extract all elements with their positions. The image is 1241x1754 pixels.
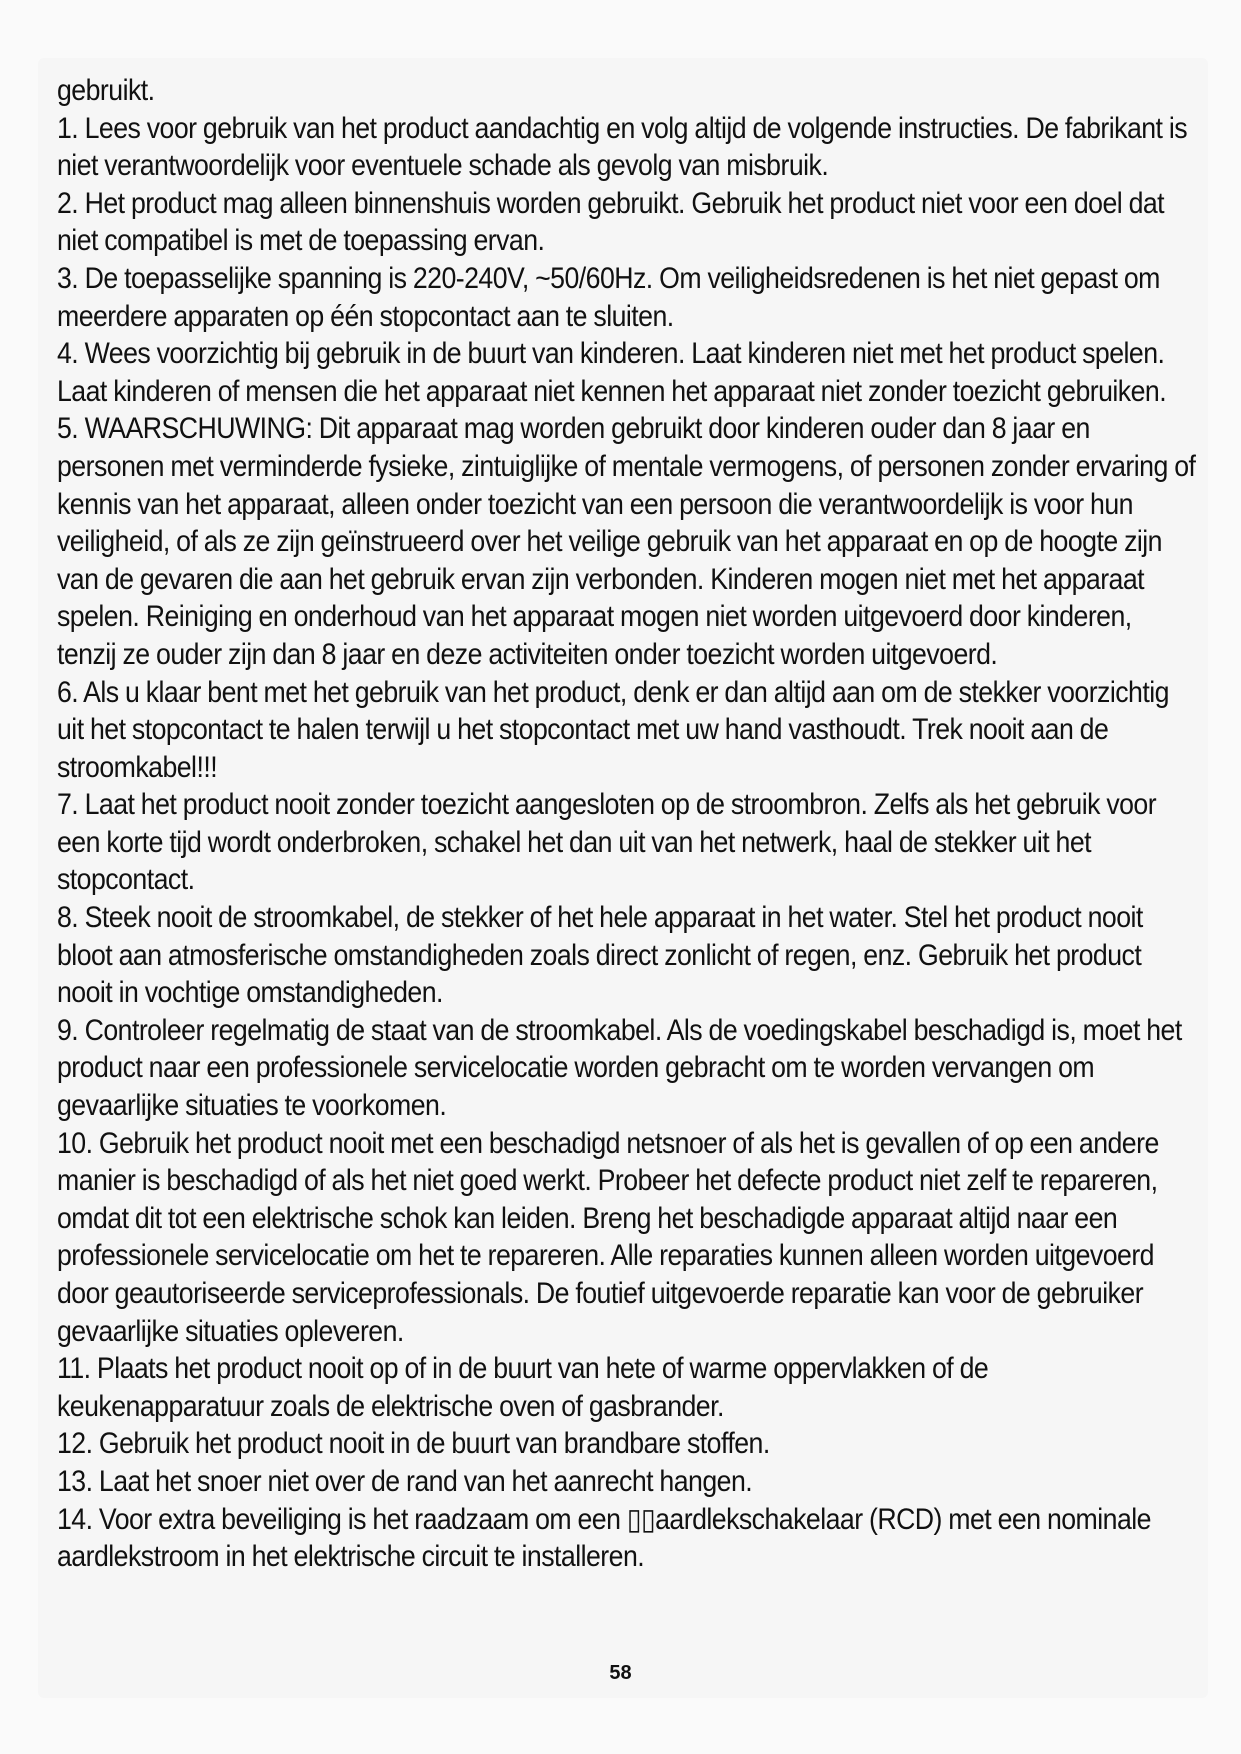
instruction-item-3: 3. De toepasselijke spanning is 220-240V, ~50/60Hz. Om veiligheidsredenen is het niet gepast om meerdere apparaten op één stopcontact aan te sluiten. bbox=[57, 261, 1160, 333]
instruction-item-14: 14. Voor extra beveiliging is het raadzaam om een ▯▯aardlekschakelaar (RCD) met een nominale aardlekstroom in het elektrische circuit te installeren. bbox=[57, 1502, 1151, 1574]
instruction-item-8: 8. Steek nooit de stroomkabel, de stekker of het hele apparaat in het water. Stel het product nooit bloot aan atmosferische omstandigheden zoals direct zonlicht of regen, enz. Gebruik het product nooit in vochtige omstandigheden. bbox=[57, 901, 1143, 1010]
instructions-text bbox=[57, 72, 1196, 1576]
page-number: 58 bbox=[609, 1662, 632, 1684]
instruction-item-13: 13. Laat het snoer niet over de rand van het aanrecht hangen. bbox=[57, 1464, 753, 1498]
instruction-item-11: 11. Plaats het product nooit op of in de buurt van hete of warme oppervlakken of de keukenapparatuur zoals de elektrische oven of gasbrander. bbox=[57, 1352, 989, 1423]
lead-in-text: gebruikt. bbox=[57, 74, 155, 107]
instruction-item-10: 10. Gebruik het product nooit met een beschadigd netsnoer of als het is gevallen of op een andere manier is beschadigd of als het niet goed werkt. Probeer het defecte product niet zelf te repareren, omdat dit tot een elektrische schok kan leiden. Breng het beschadigde apparaat altijd naar een professionele servicelocatie om het te repareren. Alle reparaties kunnen alleen worden uitgevoerd door geautoriseerde serviceprofessionals. De foutief uitgevoerde reparatie kan voor de gebruiker gevaarlijke situaties opleveren. bbox=[57, 1126, 1159, 1348]
instruction-item-1: 1. Lees voor gebruik van het product aandachtig en volg altijd de volgende instructies. De fabrikant is niet verantwoordelijk voor eventuele schade als gevolg van misbruik. bbox=[57, 111, 1188, 183]
instruction-item-7: 7. Laat het product nooit zonder toezicht aangesloten op de stroombron. Zelfs als het gebruik voor een korte tijd wordt onderbroken, schakel het dan uit van het netwerk, haal de stekker uit het stopcontact. bbox=[57, 788, 1157, 897]
instruction-item-6: 6. Als u klaar bent met het gebruik van het product, denk er dan altijd aan om de stekker voorzichtig uit het stopcontact te halen terwijl u het stopcontact met uw hand vasthoudt. Trek nooit aan de stroomkabel!!! bbox=[57, 675, 1169, 784]
instruction-item-12: 12. Gebruik het product nooit in de buurt van brandbare stoffen. bbox=[57, 1427, 770, 1461]
instruction-item-5: 5. WAARSCHUWING: Dit apparaat mag worden gebruikt door kinderen ouder dan 8 jaar en personen met verminderde fysieke, zintuiglijke of mentale vermogens, of personen zonder ervaring of kennis van het apparaat, alleen onder toezicht van een persoon die verantwoordelijk is voor hun veiligheid, of als ze zijn geïnstrueerd over het veilige gebruik van het apparaat en op de hoogte zijn van de gevaren die aan het gebruik ervan zijn verbonden. Kinderen mogen niet met het apparaat spelen. Reiniging en onderhoud van het apparaat mogen niet worden uitgevoerd door kinderen, tenzij ze ouder zijn dan 8 jaar en deze activiteiten onder toezicht worden uitgevoerd. bbox=[57, 412, 1196, 671]
instruction-item-9: 9. Controleer regelmatig de staat van de stroomkabel. Als de voedingskabel beschadigd is, moet het product naar een professionele servicelocatie worden gebracht om te worden vervangen om gevaarlijke situaties te voorkomen. bbox=[57, 1013, 1182, 1123]
instruction-item-2: 2. Het product mag alleen binnenshuis worden gebruikt. Gebruik het product niet voor een doel dat niet compatibel is met de toepassing ervan. bbox=[57, 186, 1165, 258]
instruction-item-4: 4. Wees voorzichtig bij gebruik in de buurt van kinderen. Laat kinderen niet met het product spelen. Laat kinderen of mensen die het apparaat niet kennen het apparaat niet zonder toezicht gebruiken. bbox=[57, 337, 1167, 408]
